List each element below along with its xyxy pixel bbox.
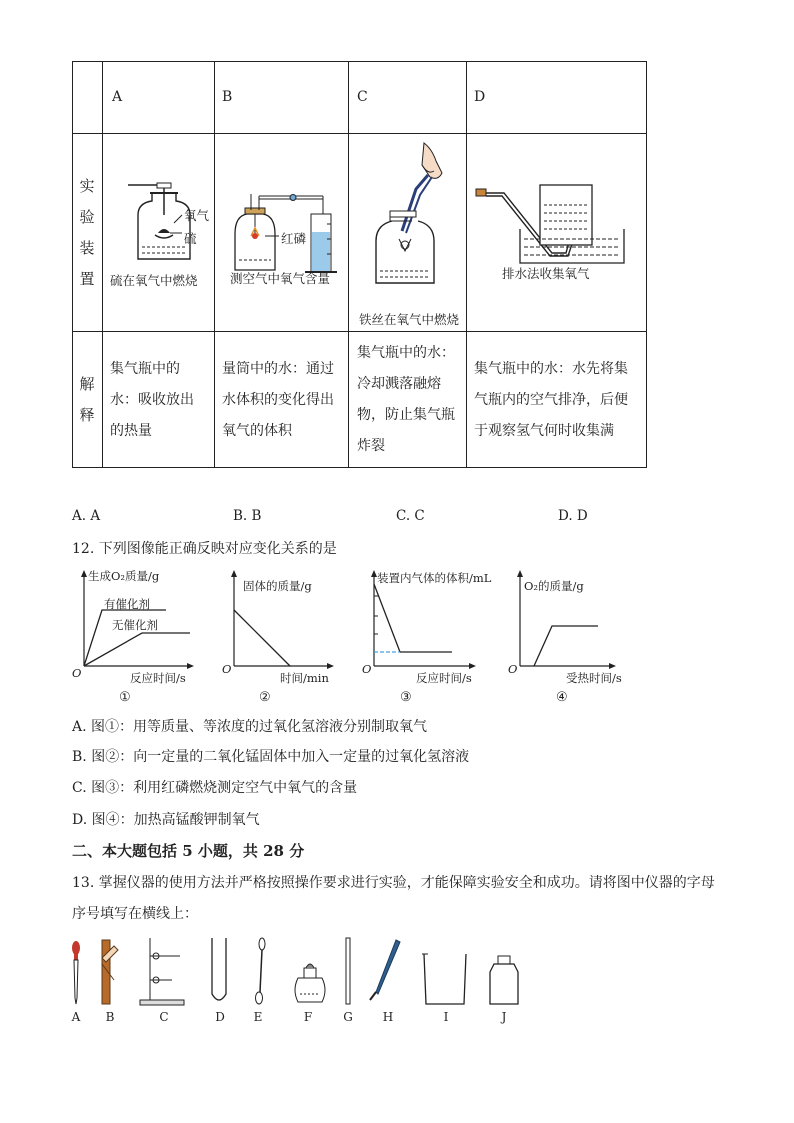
graph-3-number: ③	[400, 690, 412, 705]
explanation-b: 量筒中的水：通过 水体积的变化得出 氧气的体积	[222, 361, 334, 439]
graph-2-ylabel: 固体的质量/g	[243, 579, 312, 593]
header-b: B	[222, 89, 233, 105]
q12-option-b[interactable]: B. 图②：向一定量的二氧化锰固体中加入一定量的过氧化氢溶液	[72, 749, 470, 765]
glass-rod-icon	[346, 938, 350, 1004]
instrument-label-h: H	[382, 1010, 394, 1024]
instrument-label-f: F	[303, 1010, 313, 1024]
caption-d: 排水法收集氧气	[502, 266, 590, 281]
graph-1-xlabel: 反应时间/s	[130, 671, 186, 685]
caption-b: 测空气中氧气含量	[230, 271, 331, 286]
q12-option-a[interactable]: A. 图①：用等质量、等浓度的过氧化氢溶液分别制取氧气	[72, 719, 428, 735]
instrument-label-j: J	[501, 1010, 507, 1024]
q12-option-c[interactable]: C. 图③：利用红磷燃烧测定空气中氧气的含量	[72, 780, 358, 796]
caption-c: 铁丝在氧气中燃烧	[359, 312, 460, 327]
instrument-label-g: G	[343, 1010, 353, 1024]
q11-option-c[interactable]: C. C	[396, 508, 425, 524]
instrument-label-b: B	[105, 1010, 115, 1024]
alcohol-lamp-icon	[295, 964, 325, 1002]
graph-4-origin: O	[508, 662, 518, 676]
beaker-icon	[422, 954, 466, 1004]
q11-option-b[interactable]: B. B	[233, 508, 262, 524]
label-sulfur: 硫	[184, 231, 197, 246]
graph-1-curve-no-catalyst: 无催化剂	[112, 618, 158, 632]
test-tube-icon	[212, 938, 226, 1000]
test-tube-holder-icon	[102, 940, 118, 1004]
graph-4-xlabel: 受热时间/s	[566, 671, 622, 685]
water-collection-diagram	[474, 183, 644, 268]
spoon-icon	[256, 938, 266, 1004]
iron-stand-icon	[140, 938, 184, 1005]
graph-1-origin: O	[72, 666, 82, 680]
iron-wire-combustion-diagram	[362, 141, 457, 296]
graph-4-ylabel: O₂的质量/g	[524, 579, 584, 593]
label-oxygen: 氧气	[184, 208, 210, 223]
q11-option-a[interactable]: A. A	[72, 508, 101, 524]
q13-line-1: 13. 掌握仪器的使用方法并严格按照操作要求进行实验，才能保障实验安全和成功。请将图中仪器的字母	[72, 875, 715, 891]
graph-3-origin: O	[362, 662, 372, 676]
header-d: D	[474, 89, 486, 105]
q12-option-d[interactable]: D. 图④：加热高锰酸钾制氧气	[72, 812, 260, 828]
header-a: A	[112, 89, 123, 105]
explanation-d: 集气瓶中的水：水先将集 气瓶内的空气排净，后便 于观察氢气何时收集满	[474, 361, 628, 439]
instrument-label-i: I	[443, 1010, 449, 1024]
row-label-apparatus: 实 验 装 置	[79, 177, 95, 288]
graph-2-origin: O	[222, 662, 232, 676]
apparatus-table	[72, 61, 647, 468]
graph-1-ylabel: 生成O₂质量/g	[88, 569, 160, 583]
explanation-a: 集气瓶中的 水：吸收放出 的热量	[110, 361, 194, 439]
graph-2-number: ②	[259, 690, 271, 705]
q13-line-2: 序号填写在横线上：	[72, 906, 198, 922]
graph-1-number: ①	[119, 690, 131, 705]
section-2-heading: 二、本大题包括 5 小题，共 28 分	[72, 842, 305, 860]
graph-3-xlabel: 反应时间/s	[416, 671, 472, 685]
label-red-phosphorus: 红磷	[281, 231, 307, 246]
instrument-label-d: D	[215, 1010, 225, 1024]
instrument-label-a: A	[71, 1010, 81, 1024]
explanation-c: 集气瓶中的水： 冷却溅落融熔 物，防止集气瓶 炸裂	[357, 345, 455, 454]
lab-instruments-figure	[66, 934, 536, 1008]
caption-a: 硫在氧气中燃烧	[110, 273, 198, 288]
graph-4-number: ④	[556, 690, 568, 705]
row-label-explanation: 解 释	[79, 375, 95, 424]
instrument-label-e: E	[253, 1010, 263, 1024]
graph-3-ylabel: 装置内气体的体积/mL	[377, 571, 492, 585]
tweezers-icon	[370, 940, 400, 1000]
header-c: C	[357, 89, 368, 105]
graph-1-curve-catalyst: 有催化剂	[104, 597, 150, 611]
q11-option-d[interactable]: D. D	[558, 508, 588, 524]
q12-stem: 12. 下列图像能正确反映对应变化关系的是	[72, 541, 337, 557]
instrument-label-c: C	[159, 1010, 169, 1024]
wide-mouth-bottle-icon	[490, 956, 518, 1004]
dropper-icon	[72, 941, 80, 1004]
graph-2-xlabel: 时间/min	[280, 671, 329, 685]
